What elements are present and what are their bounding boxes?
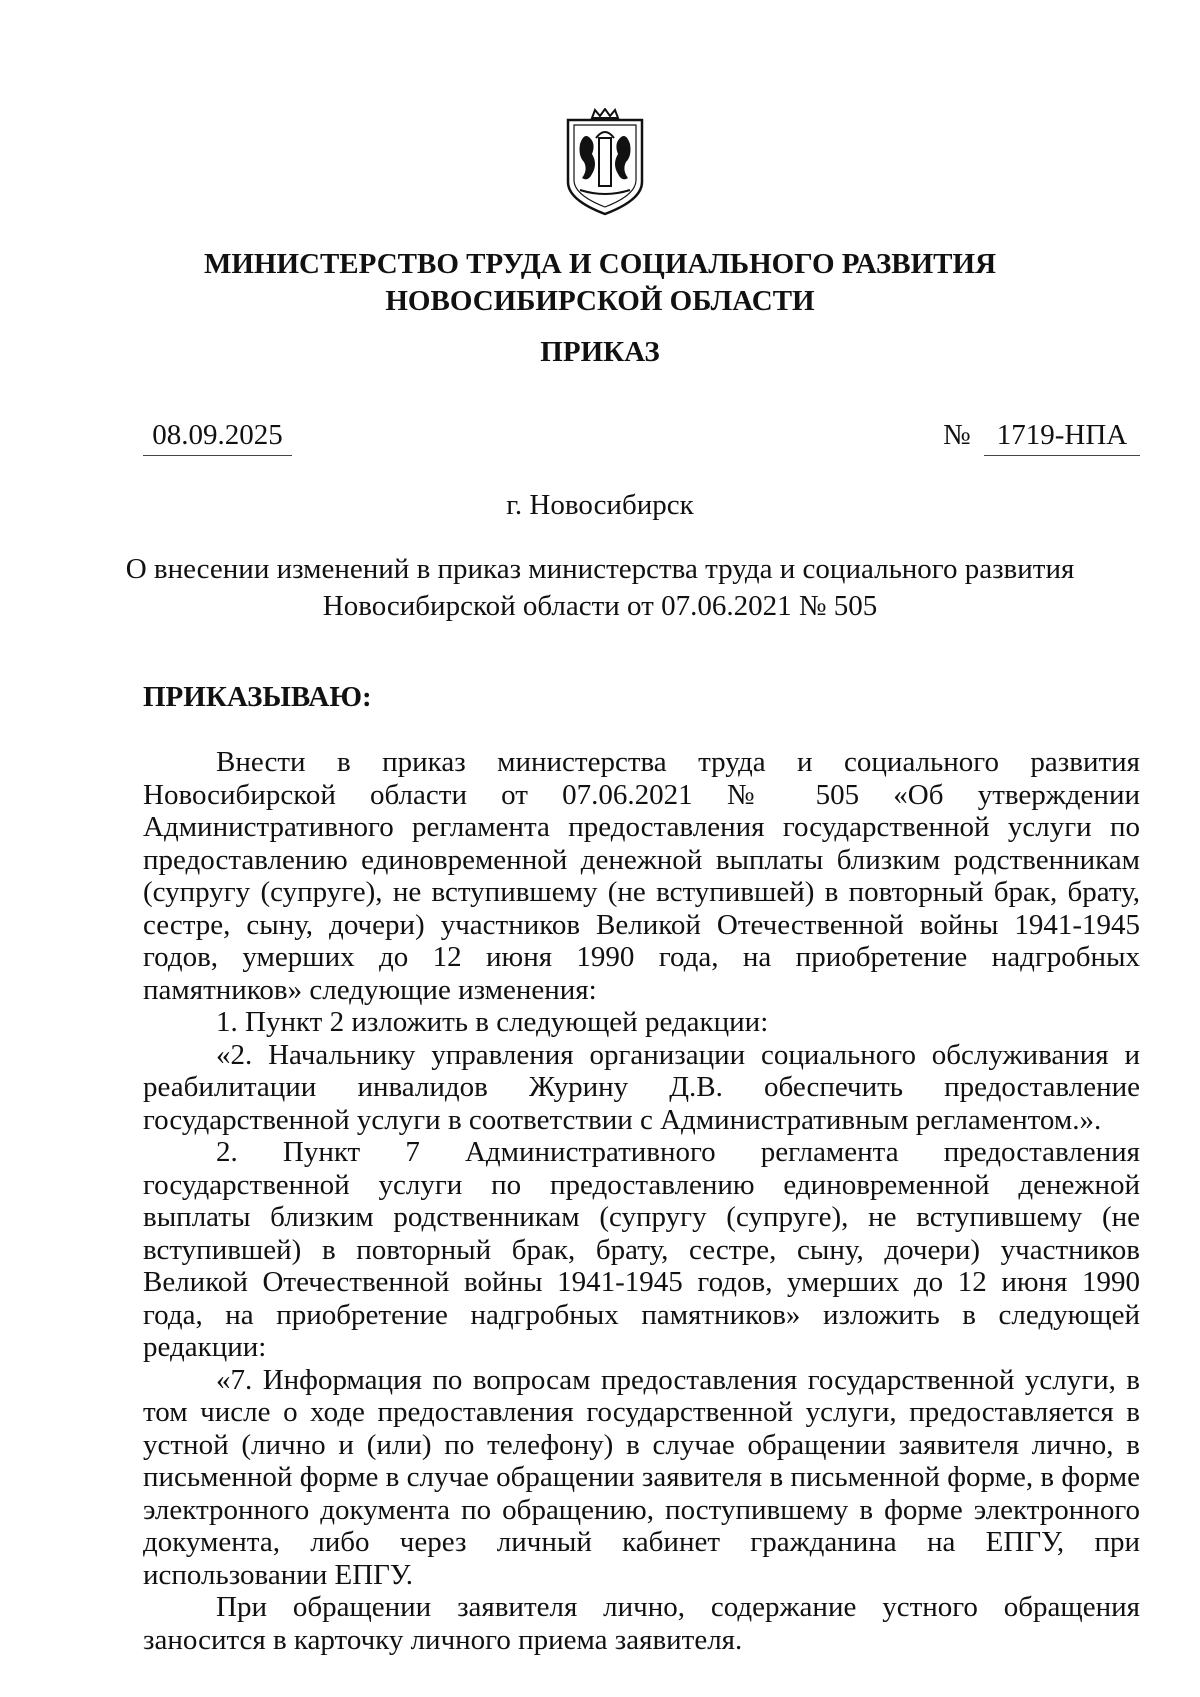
document-body bbox=[143, 746, 1140, 1656]
coat-of-arms-icon bbox=[562, 108, 648, 216]
paragraph-item-1: 1. Пункт 2 изложить в следующей редакции: bbox=[216, 1006, 769, 1038]
order-subject bbox=[0, 551, 1200, 625]
number-sign: № bbox=[943, 419, 971, 451]
ministry-name-line2: НОВОСИБИРСКОЙ ОБЛАСТИ bbox=[385, 285, 815, 317]
order-date: 08.09.2025 bbox=[143, 417, 292, 456]
order-directive: ПРИКАЗЫВАЮ: bbox=[143, 681, 372, 713]
order-subject-line2: Новосибирской области от 07.06.2021 № 505 bbox=[322, 590, 878, 622]
paragraph-intro: Внести в приказ министерства труда и социального развития Новосибирской области от 07.06.2021 № 505 «Об утверждении Административного регламента предоставления государственной услуги по предоставлению единовременной денежной выплаты близким родственникам (супругу (супруге), не вступившему (не вступившей) в повторный брак, брату, сестре, сыну, дочери) участников Великой Отечественной войны 1941-1945 годов, умерших до 12 июня 1990 года, на приобретение надгробных памятников» следующие изменения: bbox=[143, 746, 1140, 1006]
paragraph-item-2-text: «7. Информация по вопросам предоставления государственной услуги, в том числе о ходе предоставления государственной услуги, предоставляется в устной (лично и (или) по телефону) в случае обращении заявителя лично, в письменной форме в случае обращении заявителя в письменной форме, в форме электронного документа по обращению, поступившему в форме электронного документа, либо через личный кабинет гражданина на ЕПГУ, при использовании ЕПГУ. bbox=[143, 1363, 1140, 1591]
ministry-name-line1: МИНИСТЕРСТВО ТРУДА И СОЦИАЛЬНОГО РАЗВИТИЯ bbox=[203, 248, 997, 280]
paragraph-personal-appeal: При обращении заявителя лично, содержание устного обращения заносится в карточку личного приема заявителя. bbox=[143, 1591, 1140, 1656]
city: г. Новосибирск bbox=[506, 489, 694, 521]
order-subject-line1: О внесении изменений в приказ министерства труда и социального развития bbox=[125, 553, 1075, 585]
paragraph-item-1-text: «2. Начальнику управления организации социального обслуживания и реабилитации инвалидов Журину Д.В. обеспечить предоставление государственной услуги в соответствии с Административным регламентом.». bbox=[143, 1038, 1140, 1136]
document-type: ПРИКАЗ bbox=[540, 336, 660, 368]
paragraph-item-2: 2. Пункт 7 Административного регламента предоставления государственной услуги по предоставлению единовременной денежной выплаты близким родственникам (супругу (супруге), не вступившему (не вступившей) в повторный брак, брату, сестре, сыну, дочери) участников Великой Отечественной войны 1941-1945 годов, умерших до 12 июня 1990 года, на приобретение надгробных памятников» изложить в следующей редакции: bbox=[143, 1136, 1140, 1363]
order-number: 1719-НПА bbox=[984, 417, 1140, 456]
ministry-name bbox=[0, 246, 1200, 320]
